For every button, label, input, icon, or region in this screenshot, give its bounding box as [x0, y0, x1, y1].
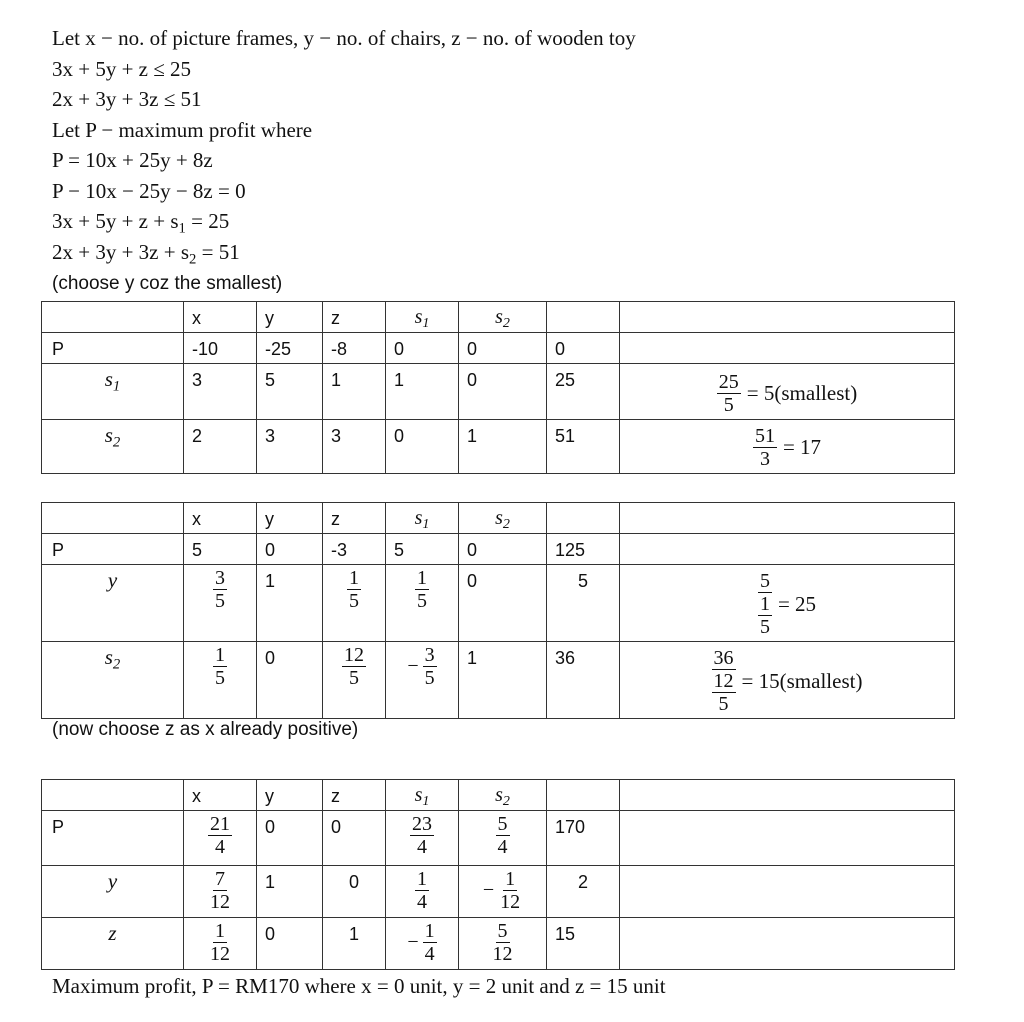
cell-ratio — [620, 534, 955, 565]
variable-definitions: Let x − no. of picture frames, y − no. of chairs, z − no. of wooden toy — [52, 26, 636, 50]
cell-s2: − $\frac{1}{12}$ — [459, 866, 547, 918]
header-basis — [42, 780, 184, 811]
cell-s2: 1 — [459, 420, 547, 474]
header-x: x — [184, 780, 257, 811]
slack-eq1-suffix: = 25 — [185, 209, 230, 233]
cell-ratio — [620, 918, 955, 970]
cell-rhs: 15 — [547, 918, 620, 970]
cell-y: 1 — [257, 565, 323, 642]
cell-y: -25 — [257, 333, 323, 364]
table-row — [42, 866, 955, 918]
cell-x: $\frac{21}{4}$ — [184, 811, 257, 866]
note-choose-y: (choose y coz the smallest) — [52, 273, 283, 294]
slack-equation-2 — [52, 240, 240, 268]
cell-y: 3 — [257, 420, 323, 474]
cell-rhs: 2 — [547, 866, 620, 918]
cell-z: 0 — [323, 811, 386, 866]
header-z: z — [323, 302, 386, 333]
cell-y: 0 — [257, 811, 323, 866]
cell-s1: 5 — [386, 534, 459, 565]
simplex-tableau-3 — [41, 779, 955, 970]
cell-rhs: 36 — [547, 642, 620, 719]
cell-y: 0 — [257, 534, 323, 565]
cell-s1: $\frac{23}{4}$ — [386, 811, 459, 866]
cell-x: -10 — [184, 333, 257, 364]
header-x: x — [184, 302, 257, 333]
cell-s1: 0 — [386, 333, 459, 364]
objective-rearranged: P − 10x − 25y − 8z = 0 — [52, 179, 246, 203]
header-s1: $s_1$ — [386, 780, 459, 811]
header-basis — [42, 503, 184, 534]
objective-function: P = 10x + 25y + 8z — [52, 148, 213, 172]
header-s2: $s_2$ — [459, 503, 547, 534]
header-s2: $s_2$ — [459, 780, 547, 811]
cell-rhs: 25 — [547, 364, 620, 420]
slack-eq2-sub: 2 — [189, 251, 197, 268]
basis-cell: P — [42, 811, 184, 866]
basis-cell: y — [42, 866, 184, 918]
cell-z: -8 — [323, 333, 386, 364]
cell-ratio — [620, 866, 955, 918]
cell-x: $\frac{3}{5}$ — [184, 565, 257, 642]
header-s1: $s_1$ — [386, 503, 459, 534]
cell-s1: $\frac{1}{5}$ — [386, 565, 459, 642]
cell-y: 0 — [257, 918, 323, 970]
header-ratio — [620, 780, 955, 811]
table-row — [42, 333, 955, 364]
basis-cell: $s_2$ — [42, 420, 184, 474]
header-rhs — [547, 780, 620, 811]
header-z: z — [323, 503, 386, 534]
slack-eq1-sub: 1 — [178, 220, 186, 237]
table-row — [42, 534, 955, 565]
cell-rhs: 5 — [547, 565, 620, 642]
cell-ratio: $\frac{51}{3}$ = 17 — [620, 420, 955, 474]
header-x: x — [184, 503, 257, 534]
cell-z: 3 — [323, 420, 386, 474]
cell-s2: $\frac{5}{4}$ — [459, 811, 547, 866]
cell-ratio — [620, 333, 955, 364]
slack-eq2-prefix: 2x + 3y + 3z + s — [52, 240, 190, 264]
simplex-tableau-1 — [41, 301, 955, 474]
header-s1: $s_1$ — [386, 302, 459, 333]
cell-s1: − $\frac{3}{5}$ — [386, 642, 459, 719]
cell-z: $\frac{1}{5}$ — [323, 565, 386, 642]
table-row — [42, 642, 955, 719]
cell-rhs: 170 — [547, 811, 620, 866]
cell-rhs: 51 — [547, 420, 620, 474]
header-ratio — [620, 302, 955, 333]
cell-ratio: $\frac{5}{\frac{1}{5}}$ = 25 — [620, 565, 955, 642]
cell-ratio — [620, 811, 955, 866]
cell-x: $\frac{1}{5}$ — [184, 642, 257, 719]
header-s2: $s_2$ — [459, 302, 547, 333]
cell-s2: 0 — [459, 565, 547, 642]
simplex-tableau-2 — [41, 502, 955, 719]
table-row — [42, 420, 955, 474]
cell-x: $\frac{1}{12}$ — [184, 918, 257, 970]
header-rhs — [547, 302, 620, 333]
basis-cell: y — [42, 565, 184, 642]
table-row — [42, 811, 955, 866]
cell-y: 0 — [257, 642, 323, 719]
table-row — [42, 364, 955, 420]
cell-z: -3 — [323, 534, 386, 565]
constraint-2: 2x + 3y + 3z ≤ 51 — [52, 87, 202, 111]
cell-s1: − $\frac{1}{4}$ — [386, 918, 459, 970]
slack-eq1-prefix: 3x + 5y + z + s — [52, 209, 179, 233]
cell-s2: 1 — [459, 642, 547, 719]
header-y: y — [257, 780, 323, 811]
table-row — [42, 918, 955, 970]
header-z: z — [323, 780, 386, 811]
header-basis — [42, 302, 184, 333]
conclusion: Maximum profit, P = RM170 where x = 0 unit, y = 2 unit and z = 15 unit — [52, 974, 666, 998]
cell-z: 0 — [323, 866, 386, 918]
cell-z: 1 — [323, 918, 386, 970]
basis-cell: z — [42, 918, 184, 970]
basis-cell: P — [42, 534, 184, 565]
basis-cell: P — [42, 333, 184, 364]
cell-s1: $\frac{1}{4}$ — [386, 866, 459, 918]
header-rhs — [547, 503, 620, 534]
cell-x: 5 — [184, 534, 257, 565]
basis-cell: $s_1$ — [42, 364, 184, 420]
cell-s1: 1 — [386, 364, 459, 420]
header-y: y — [257, 302, 323, 333]
cell-y: 1 — [257, 866, 323, 918]
slack-eq2-suffix: = 51 — [196, 240, 240, 264]
cell-s2: $\frac{5}{12}$ — [459, 918, 547, 970]
table-row — [42, 565, 955, 642]
cell-ratio: $\frac{25}{5}$ = 5(smallest) — [620, 364, 955, 420]
cell-x: 2 — [184, 420, 257, 474]
tableau-header-row — [42, 503, 955, 534]
tableau-header-row — [42, 780, 955, 811]
cell-s2: 0 — [459, 364, 547, 420]
cell-y: 5 — [257, 364, 323, 420]
profit-definition: Let P − maximum profit where — [52, 118, 313, 142]
cell-z: $\frac{12}{5}$ — [323, 642, 386, 719]
header-ratio — [620, 503, 955, 534]
cell-s2: 0 — [459, 333, 547, 364]
cell-rhs: 0 — [547, 333, 620, 364]
constraint-1: 3x + 5y + z ≤ 25 — [52, 57, 192, 81]
header-y: y — [257, 503, 323, 534]
basis-cell: $s_2$ — [42, 642, 184, 719]
tableau-header-row — [42, 302, 955, 333]
cell-x: $\frac{7}{12}$ — [184, 866, 257, 918]
cell-z: 1 — [323, 364, 386, 420]
cell-rhs: 125 — [547, 534, 620, 565]
cell-s2: 0 — [459, 534, 547, 565]
slack-equation-1 — [52, 209, 230, 237]
cell-ratio: $\frac{36}{\frac{12}{5}}$ = 15(smallest) — [620, 642, 955, 719]
note-choose-z: (now choose z as x already positive) — [52, 719, 359, 740]
cell-s1: 0 — [386, 420, 459, 474]
cell-x: 3 — [184, 364, 257, 420]
